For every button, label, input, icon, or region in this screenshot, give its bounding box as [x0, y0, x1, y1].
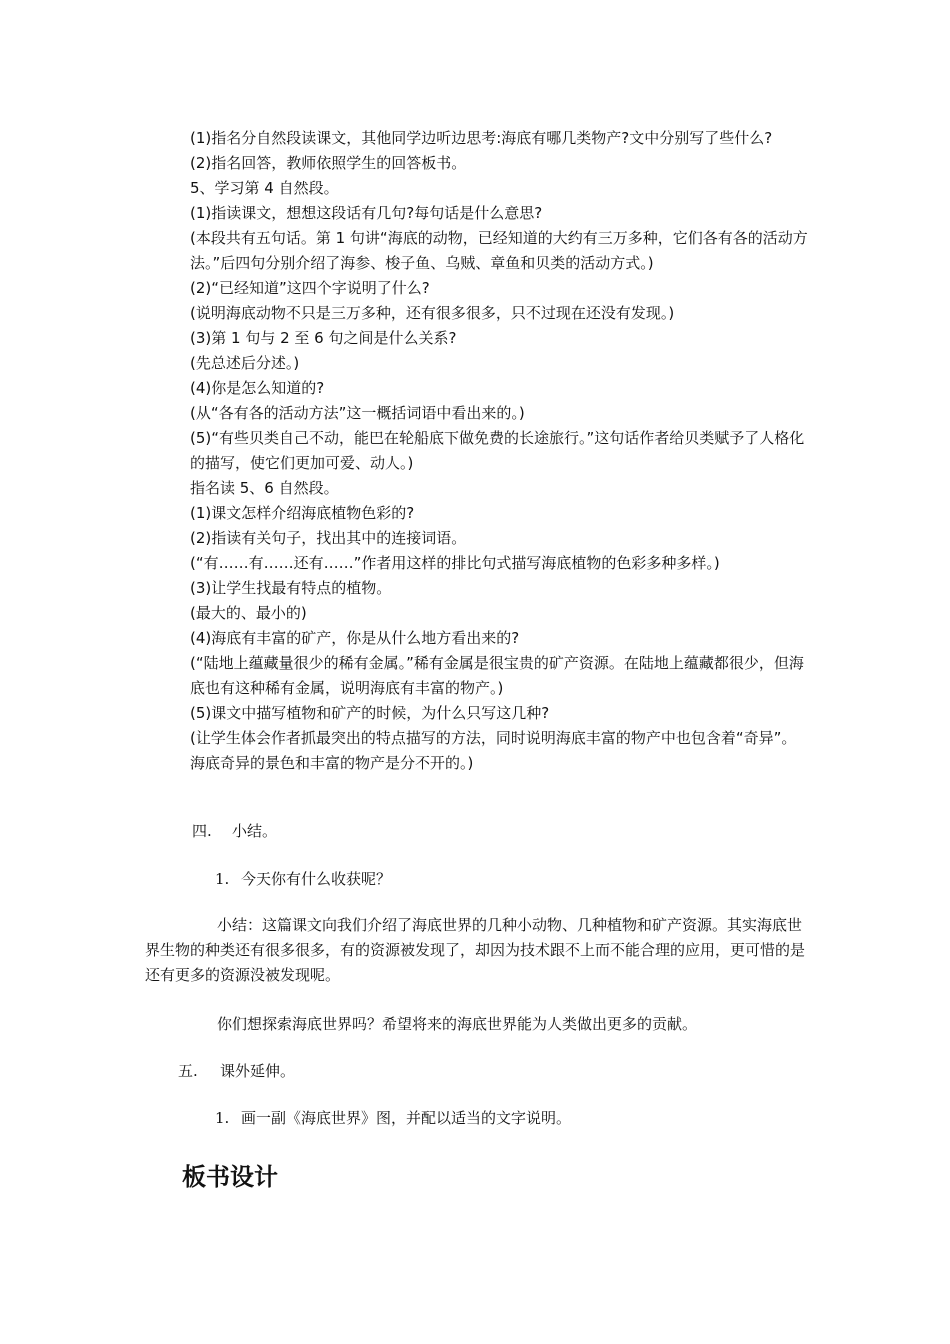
lesson-line: (2)指名回答，教师依照学生的回答板书。: [190, 154, 467, 172]
lesson-line: 指名读 5、6 自然段。: [190, 479, 339, 497]
lesson-line: (先总述后分述。): [190, 354, 300, 372]
task-text: 画一副《海底世界》图，并配以适当的文字说明。: [241, 1109, 572, 1127]
lesson-line: (3)第 1 句与 2 至 6 句之间是什么关系?: [190, 329, 457, 347]
lesson-line: (4)你是怎么知道的?: [190, 379, 325, 397]
summary-question: [215, 867, 391, 892]
section-title: 课外延伸。: [220, 1062, 296, 1080]
lesson-line: (1)指名分自然段读课文，其他同学边听边思考:海底有哪几类物产?文中分别写了些什么?: [190, 129, 773, 147]
list-number: 1.: [215, 1109, 230, 1127]
lesson-line: (让学生体会作者抓最突出的特点描写的方法，同时说明海底丰富的物产中也包含着“奇异”。海底奇异的景色和丰富的物产是分不开的。): [190, 729, 797, 772]
question-text: 今天你有什么收获呢？: [241, 870, 392, 888]
lesson-line: (4)海底有丰富的矿产，你是从什么地方看出来的?: [190, 629, 520, 647]
lesson-steps: [190, 126, 810, 776]
section-number: 五.: [178, 1062, 198, 1080]
board-design-heading: 板书设计: [182, 1163, 278, 1191]
lesson-line: (2)指读有关句子，找出其中的连接词语。: [190, 529, 467, 547]
lesson-line: (1)课文怎样介绍海底植物色彩的?: [190, 504, 415, 522]
lesson-line: (说明海底动物不只是三万多种，还有很多很多，只不过现在还没有发现。): [190, 304, 675, 322]
lesson-line: (从“各有各的活动方法”这一概括词语中看出来的。): [190, 404, 525, 422]
lesson-line: (最大的、最小的): [190, 604, 307, 622]
extension-task: [215, 1106, 571, 1131]
lesson-line: (3)让学生找最有特点的植物。: [190, 579, 392, 597]
lesson-line: (5)课文中描写植物和矿产的时候，为什么只写这几种?: [190, 704, 550, 722]
lesson-line: (“陆地上蕴藏量很少的稀有金属。”稀有金属是很宝贵的矿产资源。在陆地上蕴藏都很少，但海底也有这种稀有金属，说明海底有丰富的物产。): [190, 654, 804, 697]
section-five-heading: [178, 1059, 295, 1084]
summary-paragraph: 小结：这篇课文向我们介绍了海底世界的几种小动物、几种植物和矿产资源。其实海底世界生物的种类还有很多很多，有的资源被发现了，却因为技术跟不上而不能合理的应用，更可惜的是还有更多的资源没被发现呢。: [145, 916, 806, 984]
lesson-line: (1)指读课文，想想这段话有几句?每句话是什么意思?: [190, 204, 543, 222]
section-title: 小结。: [232, 822, 278, 840]
section-number: 四.: [192, 822, 212, 840]
lesson-line: 5、学习第 4 自然段。: [190, 179, 339, 197]
lesson-line: (本段共有五句话。第 1 句讲“海底的动物，已经知道的大约有三万多种，它们各有各的活动方法。”后四句分别介绍了海参、梭子鱼、乌贼、章鱼和贝类的活动方式。): [190, 229, 808, 272]
lesson-line: (“有……有……还有……”作者用这样的排比句式描写海底植物的色彩多种多样。): [190, 554, 720, 572]
section-four-heading: [192, 819, 277, 844]
lesson-line: (2)“已经知道”这四个字说明了什么?: [190, 279, 430, 297]
closing-paragraph: 你们想探索海底世界吗？希望将来的海底世界能为人类做出更多的贡献。: [217, 1015, 698, 1033]
list-number: 1.: [215, 870, 230, 888]
lesson-line: (5)“有些贝类自己不动，能巴在轮船底下做免费的长途旅行。”这句话作者给贝类赋予了人格化的描写，使它们更加可爱、动人。): [190, 429, 805, 472]
